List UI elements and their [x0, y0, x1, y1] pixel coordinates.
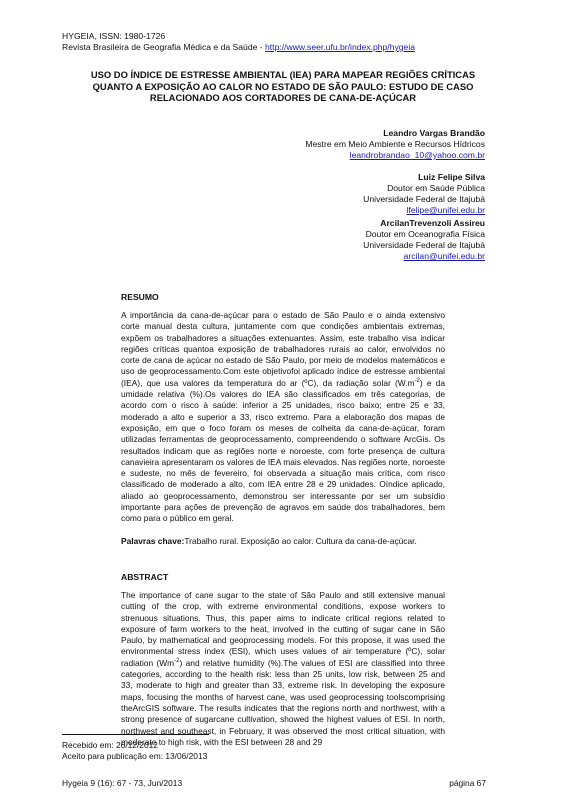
page-number: página 67 — [449, 778, 486, 788]
page-footer — [62, 778, 486, 788]
citation: Hygeia 9 (16): 67 - 73, Jun/2013 — [62, 778, 183, 788]
resumo-text — [121, 310, 445, 525]
author-degree: Mestre em Meio Ambiente e Recursos Hídricos — [305, 139, 485, 149]
author-name: Leandro Vargas Brandão — [383, 128, 485, 138]
abstract-superscript: -2 — [174, 657, 180, 664]
author-degree: Doutor em Oceanografia Física — [365, 229, 485, 239]
received-date: Recebido em: 26/12/2012 — [62, 740, 158, 750]
issn-line: HYGEIA, ISSN: 1980-1726 — [62, 31, 166, 41]
author-block-2 — [185, 172, 485, 216]
submission-notes — [62, 740, 207, 762]
author-email[interactable]: leandrobrandao_10@yahoo.com.br — [349, 150, 485, 160]
paper-title: USO DO ÍNDICE DE ESTRESSE AMBIENTAL (IEA) PARA MAPEAR REGIÕES CRÍTICAS QUANTO A EXPOSIÇÃO AO CALOR NO ESTADO DE SÃO PAULO: ESTUDO DE CASO RELACIONADO AOS CORTADORES DE CANA-DE-AÇÚCAR — [90, 69, 476, 103]
author-email[interactable]: lfelipe@unifei.edu.br — [406, 205, 485, 215]
journal-line — [62, 42, 415, 53]
abstract-text-part-2: ) and relative humidity (%).The values of ESI are classified into three categories, according to the health risk: less than 25 units, low risk, between 25 and 33, moderate to high and greater than 33, extreme risk. In developing the exposure maps, focusing the months of harvest cane, was used geoprocessing toolscomprising theArcGIS software. The results indicates that the regions north and northwest, with a strong presence of sugarcane cultivation, showed the highest values of ESI. In north, northwest and southeast, in February, it was observed the most critical situation, with moderate to high risk, with the ESI between 28 and 29 — [121, 657, 445, 747]
author-block-1 — [185, 128, 485, 161]
author-degree: Doutor em Saúde Pública — [387, 183, 485, 193]
journal-header — [62, 31, 415, 53]
author-name: ArcilanTrevenzoli Assireu — [380, 218, 485, 228]
author-affiliation: Universidade Federal de Itajubá — [363, 240, 485, 250]
keywords-text: Trabalho rural. Exposição ao calor. Cultura da cana-de-açúcar. — [184, 536, 417, 546]
accepted-date: Aceito para publicação em: 13/06/2013 — [62, 751, 208, 761]
abstract-heading: ABSTRACT — [121, 572, 169, 582]
footnote-divider — [62, 734, 209, 735]
journal-url-link[interactable]: http://www.seer.ufu.br/index.php/hygeia — [265, 42, 416, 52]
keywords-label: Palavras chave: — [121, 536, 185, 546]
author-email[interactable]: arcilan@unifei.edu.br — [403, 251, 485, 261]
journal-name: Revista Brasileira de Geografia Médica e da Saúde - — [62, 42, 266, 52]
author-affiliation: Universidade Federal de Itajubá — [363, 194, 485, 204]
resumo-text-part-2: ) e da umidade relativa (%).Os valores do IEA são classificados em três categorias, de acordo com o risco à saúde: inferior a 25 unidades, risco baixo; entre 25 e 33, moderado a alto e superior a 33, risco extremo. Para a elaboração dos mapas de exposição, em que o foco foram os meses de colheita da cana-de-açúcar, foram utilizadas ferramentas de geoprocessamento, compreendendo o software ArcGis. Os resultados indicam que as regiões norte e noroeste, com forte presença de cultura canavieira apresentaram os valores de IEA mais elevados. Nas regiões norte, noroeste e sudeste, no mês de fevereiro, foi observada a situação mais crítica, com risco classificado de moderado a alto, com IEA entre 28 e 29 unidades. Oíndice aplicado, aliado ao geoprocessamento, demonstrou ser interessante por ser um subsídio importante para ações de prevenção de agravos em saúde dos trabalhadores, bem como para o público em geral. — [121, 377, 445, 524]
keywords-line — [121, 536, 417, 546]
resumo-heading: RESUMO — [121, 292, 159, 302]
abstract-text-part-1: The importance of cane sugar to the state of São Paulo and still extensive manual cutting of the crop, with extreme environmental conditions, expose workers to strenuous situations. Thus, this paper aims to indicate critical regions related to exposure of farm workers to the heat, involved in the cutting of sugar cane in São Paulo, by mathematical and geoprocessing models. For this propose, it was used the environmental stress index (ESI), which uses values of air temperature (ºC), solar radiation (Wm — [121, 590, 445, 668]
abstract-text — [121, 590, 445, 748]
resumo-text-part-1: A importância da cana-de-açúcar para o estado de São Paulo e o ainda extensivo corte manual desta cultura, juntamente com que condições ambientais extremas, expõem os trabalhadores a situações extenuantes. Assim, este trabalho visa indicar regiões críticas quantoa exposição de trabalhadores rurais ao calor, envolvidos no corte de cana de açúcar no estado de São Paulo, por meio de modelos matemáticos e uso de geoprocessamento.Com este objetivofoi aplicado índice de estresse ambiental (IEA), que usa valores da temperatura do ar (ºC), da radiação solar (W.m — [121, 310, 445, 388]
resumo-superscript: -2 — [414, 377, 420, 384]
author-block-3 — [185, 218, 485, 262]
author-name: Luiz Felipe Silva — [418, 172, 485, 182]
